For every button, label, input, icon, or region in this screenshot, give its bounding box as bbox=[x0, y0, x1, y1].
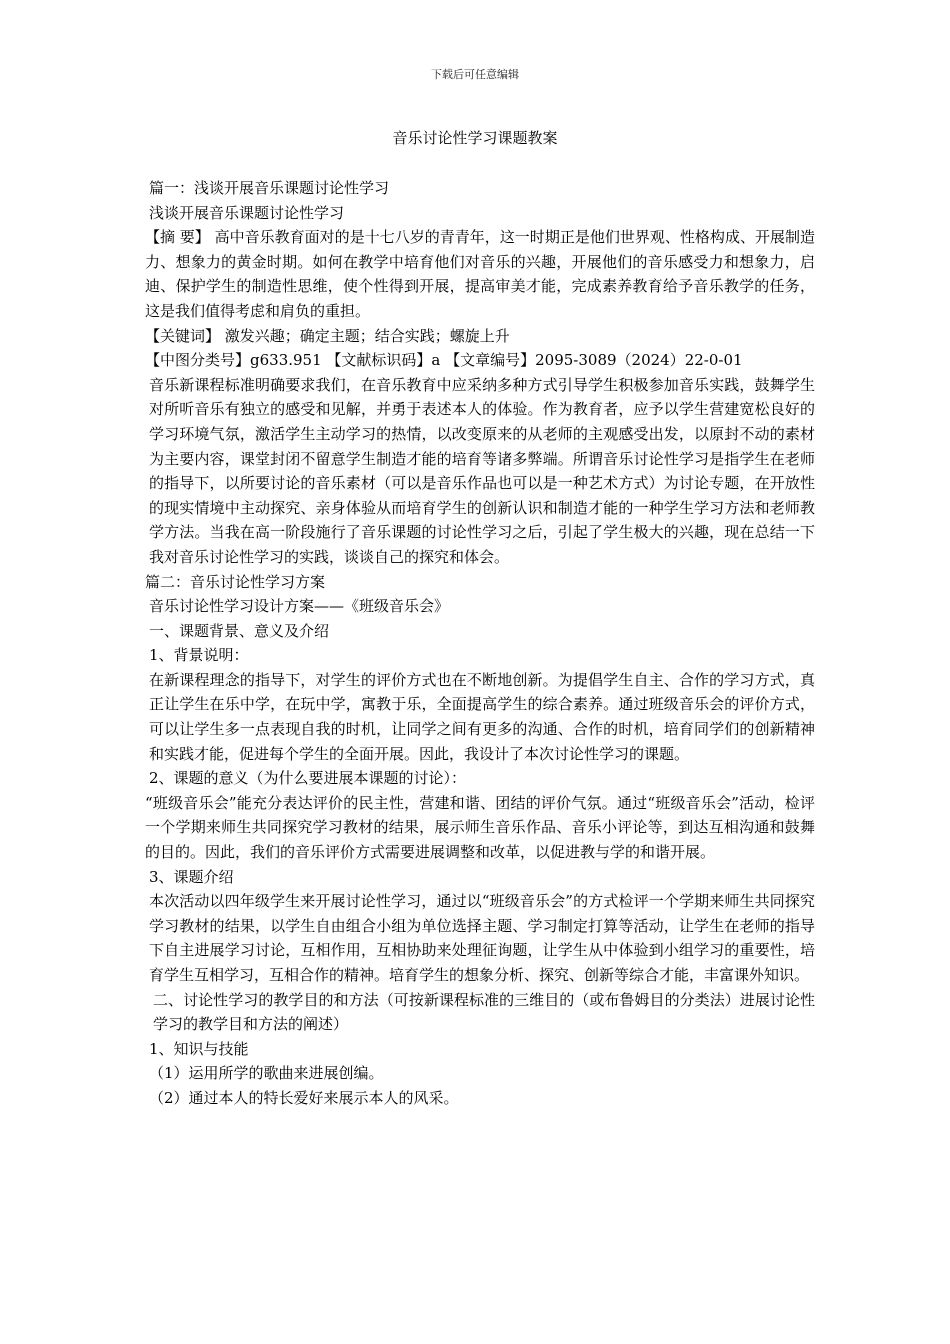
paragraph: 2、课题的意义（为什么要进展本课题的讨论）： bbox=[149, 769, 467, 788]
paragraph: 本次活动以四年级学生来开展讨论性学习，通过以“班级音乐会”的方式检评一个学期来师生共同探究学习教材的结果，以学生自由组合小组为单位选择主题、学习制定打算等活动，让学生在老师的指导下自主进展学习讨论，互相作用，互相协助来处理征询题，让学生从中体验到小组学习的重要性，培育学生互相学习，互相合作的精神。培育学生的想象分析、探究、创新等综合才能，丰富课外知识。 bbox=[149, 892, 815, 984]
paragraph: 【摘 要】 高中音乐教育面对的是十七八岁的青青年，这一时期正是他们世界观、性格构成、开展制造力、想象力的黄金时期。如何在教学中培育他们对音乐的兴趣，开展他们的音乐感受力和想象力，启迪、保护学生的制造性思维，使个性得到开展，提高审美才能，完成素养教育给予音乐教学的任务，这是我们值得考虑和肩负的重担。 bbox=[145, 228, 815, 320]
document-title: 音乐讨论性学习课题教案 bbox=[392, 129, 558, 147]
paragraph: 【中图分类号】g633.951 【文献标识码】a 【文章编号】2095-3089（2024）22-0-01 bbox=[145, 351, 743, 370]
paragraph: 音乐新课程标准明确要求我们，在音乐教育中应采纳多种方式引导学生积极参加音乐实践，鼓舞学生对所听音乐有独立的感受和见解，并勇于表述本人的体验。作为教育者，应予以学生营建宽松良好的学习环境气氛，激活学生主动学习的热情，以改变原来的从老师的主观感受出发，以原封不动的素材为主要内容，课堂封闭不留意学生制造才能的培育等诸多弊端。所谓音乐讨论性学习是指学生在老师的指导下，以所要讨论的音乐素材（可以是音乐作品也可以是一种艺术方式）为讨论专题，在开放性的现实情境中主动探究、亲身体验从而培育学生的创新认识和制造才能的一种学生学习方法和老师教学方法。当我在高一阶段施行了音乐课题的讨论性学习之后，引起了学生极大的兴趣，现在总结一下我对音乐讨论性学习的实践，谈谈自己的探究和体会。 bbox=[149, 375, 815, 566]
paragraph: 1、知识与技能 bbox=[149, 1039, 249, 1058]
paragraph: 一、课题背景、意义及介绍 bbox=[149, 621, 330, 640]
paragraph: 浅谈开展音乐课题讨论性学习 bbox=[149, 203, 345, 222]
paragraph: 音乐讨论性学习设计方案——《班级音乐会》 bbox=[149, 597, 450, 616]
paragraph: 二、讨论性学习的教学目的和方法（可按新课程标准的三维目的（或布鲁姆目的分类法）进展讨论性学习的教学目和方法的阐述） bbox=[153, 990, 815, 1034]
paragraph: 【关键词】 激发兴趣；确定主题；结合实践；螺旋上升 bbox=[145, 326, 510, 345]
paragraph: 篇一：浅谈开展音乐课题讨论性学习 bbox=[149, 179, 390, 197]
header-note: 下载后可任意编辑 bbox=[431, 68, 519, 81]
paragraph: 3、课题介绍 bbox=[149, 867, 234, 886]
document-body bbox=[145, 176, 815, 1111]
paragraph: “班级音乐会”能充分表达评价的民主性，营建和谐、团结的评价气氛。通过“班级音乐会”活动，检评一个学期来师生共同探究学习教材的结果，展示师生音乐作品、音乐小评论等，到达互相沟通和鼓舞的目的。因此，我们的音乐评价方式需要进展调整和改革，以促进教与学的和谐开展。 bbox=[145, 793, 815, 862]
paragraph: （2）通过本人的特长爱好来展示本人的风采。 bbox=[149, 1088, 459, 1107]
paragraph: （1）运用所学的歌曲来进展创编。 bbox=[149, 1064, 384, 1083]
paragraph: 在新课程理念的指导下，对学生的评价方式也在不断地创新。为提倡学生自主、合作的学习方式，真正让学生在乐中学，在玩中学，寓教于乐，全面提高学生的综合素养。通过班级音乐会的评价方式，可以让学生多一点表现自我的时机，让同学之间有更多的沟通、合作的时机，培育同学们的创新精神和实践才能，促进每个学生的全面开展。因此，我设计了本次讨论性学习的课题。 bbox=[149, 670, 815, 763]
paragraph: 1、背景说明： bbox=[149, 646, 249, 665]
paragraph: 篇二：音乐讨论性学习方案 bbox=[145, 572, 326, 591]
